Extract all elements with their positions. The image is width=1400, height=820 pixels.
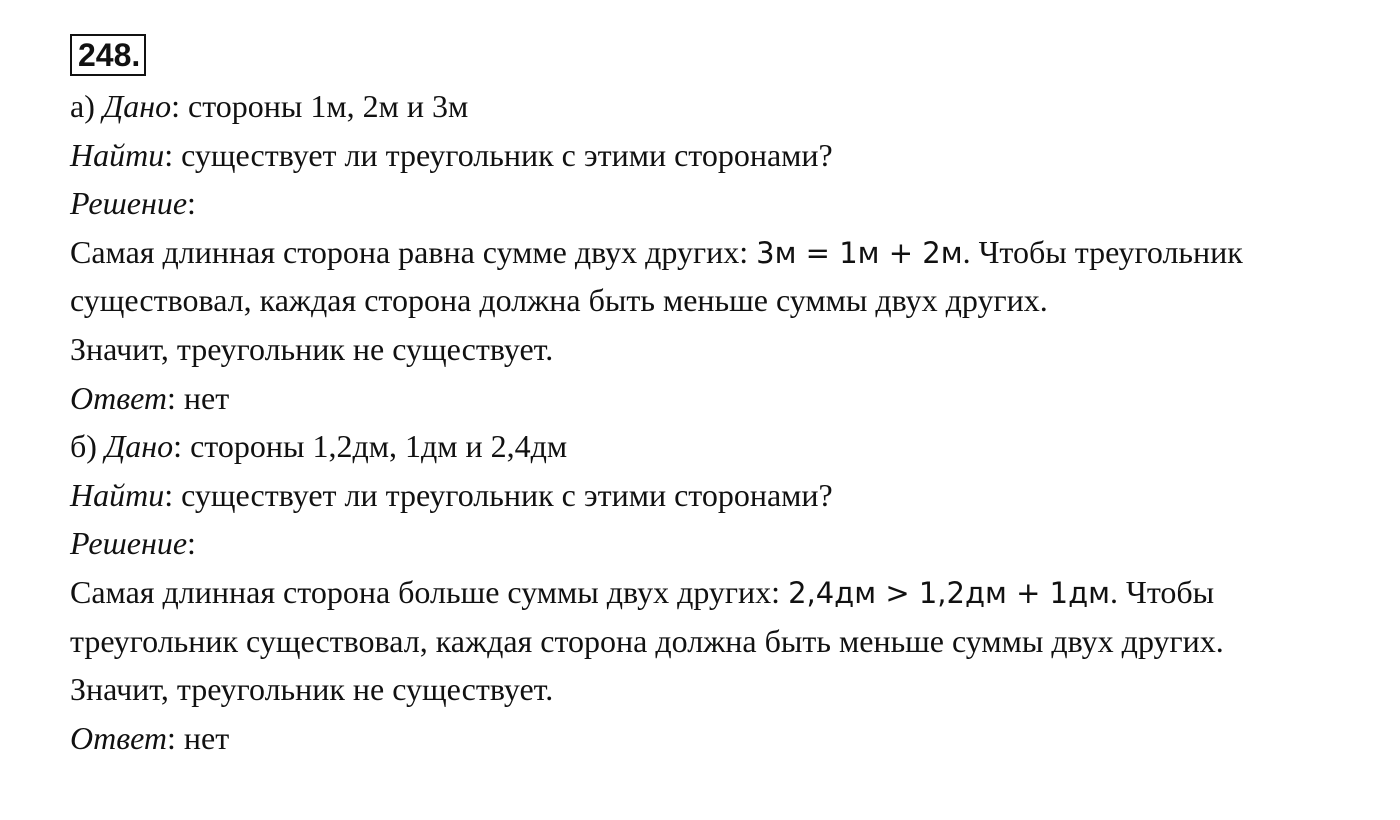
part-a-answer [70,374,1390,423]
part-b-find-text: : существует ли треугольник с этими сторонами? [164,476,833,513]
part-a-solution-prefix: Самая длинная сторона равна сумме двух других: [70,233,757,270]
part-a-solution-colon: : [187,185,196,222]
part-b-solution-line-1 [70,568,1390,617]
part-b-solution-heading [70,519,1390,568]
part-a-answer-text: : нет [167,379,230,416]
part-b-solution-suffix: . Чтобы [1110,573,1215,610]
part-b-solution-line-2: треугольник существовал, каждая сторона должна быть меньше суммы двух других. [70,622,1224,659]
part-a-solution-suffix: . Чтобы треугольник [962,233,1243,270]
part-b-answer-text: : нет [167,719,230,756]
part-b-given-text: : стороны 1,2дм, 1дм и 2,4дм [173,428,568,465]
part-b-answer-label: Ответ [70,719,167,756]
problem-number: 248. [70,34,146,76]
part-b-solution-label: Решение [70,525,188,562]
part-b-answer [70,714,1390,763]
part-b-marker: б) [70,428,97,465]
part-a-answer-label: Ответ [70,379,167,416]
part-b-solution-math: 2,4дм > 1,2дм + 1дм [788,575,1111,610]
part-a-conclusion: Значит, треугольник не существует. [70,330,554,367]
part-b-solution-colon: : [187,525,196,562]
part-a-find-text: : существует ли треугольник с этими сторонами? [164,136,833,173]
part-a-solution-line-1 [70,228,1390,277]
part-b-find-label: Найти [70,476,165,513]
part-a-marker: а) [70,88,95,124]
part-a-find [70,131,1390,180]
part-a-find-label: Найти [70,136,165,173]
part-b-given [70,422,1390,471]
part-a-solution-heading [70,179,1390,228]
part-a-given-text: : стороны 1м, 2м и 3м [171,88,469,124]
part-b-find [70,471,1390,520]
part-b-conclusion: Значит, треугольник не существует. [70,671,554,708]
part-b-given-label: Дано [104,428,174,465]
part-a-given [70,82,1390,131]
part-a-solution-line-2: существовал, каждая сторона должна быть меньше суммы двух других. [70,282,1048,319]
part-a-solution-math: 3м = 1м + 2м [756,235,963,270]
part-b-solution-prefix: Самая длинная сторона больше суммы двух других: [70,573,789,610]
document-page [70,34,1390,762]
part-a-given-label: Дано [102,88,172,124]
part-a-solution-label: Решение [70,185,188,222]
